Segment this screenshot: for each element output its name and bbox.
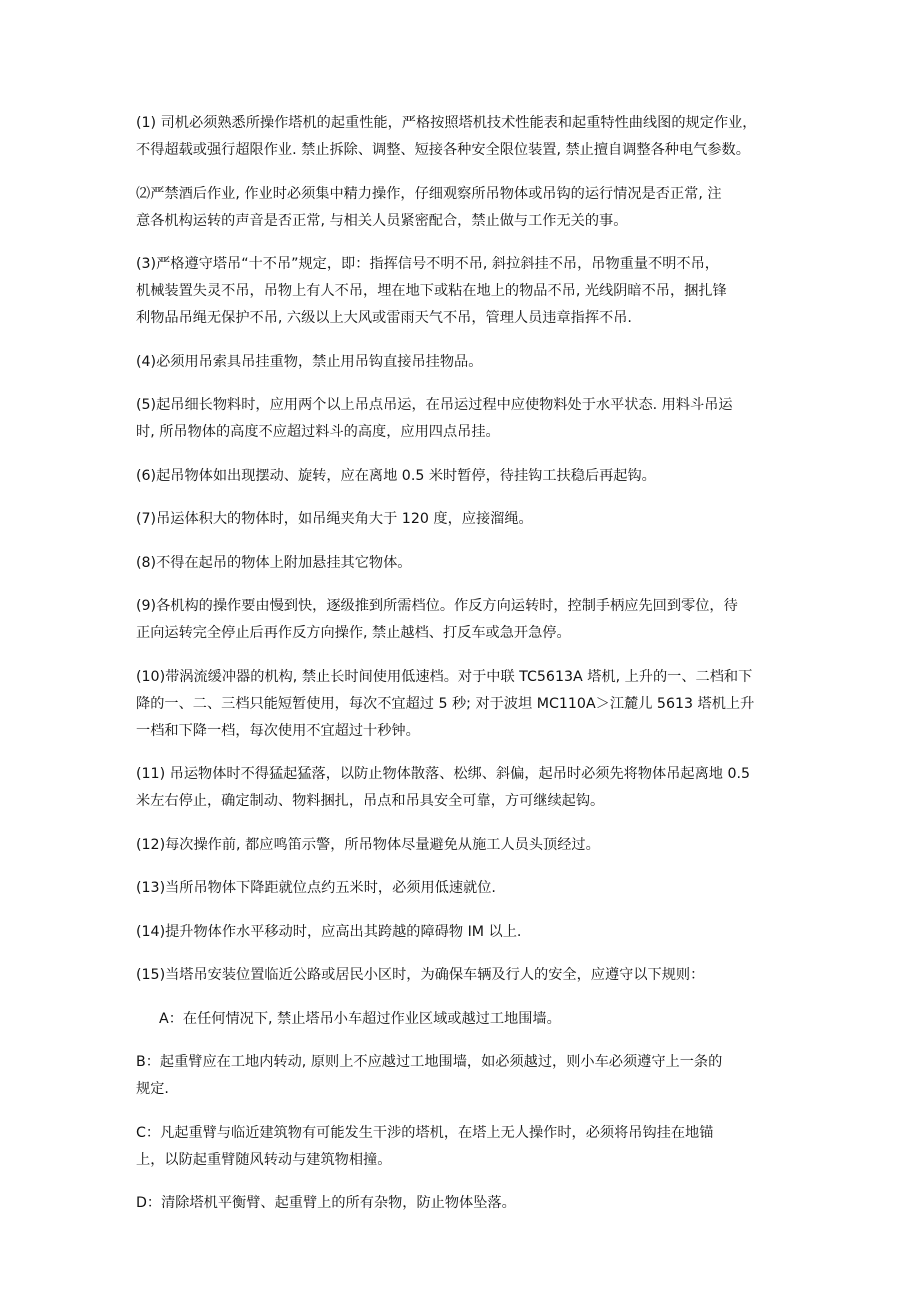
text-line: (4)必须用吊索具吊挂重物，禁止用吊钩直接吊挂物品。 <box>136 353 483 370</box>
text-line: (6)起吊物体如出现摆动、旋转，应在离地 0.5 米时暂停，待挂钩工扶稳后再起钩。 <box>136 467 656 484</box>
text-line: (3)严格遵守塔吊“十不吊”规定，即：指挥信号不明不吊, 斜拉斜挂不吊，吊物重量不明不吊， <box>136 256 719 272</box>
paragraph-1 <box>136 110 796 164</box>
text-line: (9)各机构的操作要由慢到快，逐级推到所需档位。作反方向运转时，控制手柄应先回到零位，待 <box>136 598 738 614</box>
rule-b <box>136 1049 796 1103</box>
text-line: (12)每次操作前, 都应鸣笛示警，所吊物体尽量避免从施工人员头顶经过。 <box>136 836 600 853</box>
text-line: (5)起吊细长物料时，应用两个以上吊点吊运，在吊运过程中应使物料处于水平状态. 用料斗吊运 <box>136 397 733 413</box>
text-line: 降的一、二、三档只能短暂使用，每次不宜超过 5 秒; 对于波坦 MC110A＞江麓儿 5613 塔机上升 <box>136 695 755 712</box>
paragraph-12 <box>136 832 796 859</box>
paragraph-10 <box>136 664 796 745</box>
text-line: (14)提升物体作水平移动时，应高出其跨越的障碍物 IM 以上. <box>136 923 522 940</box>
rule-d <box>136 1190 796 1217</box>
text-line: 规定. <box>136 1081 169 1097</box>
text-line: 意各机构运转的声音是否正常, 与相关人员紧密配合，禁止做与工作无关的事。 <box>136 212 628 229</box>
text-line: (8)不得在起吊的物体上附加悬挂其它物体。 <box>136 554 412 571</box>
text-line: (13)当所吊物体下降距就位点约五米时，必须用低速就位. <box>136 880 496 896</box>
text-line: D：清除塔机平衡臂、起重臂上的所有杂物，防止物体坠落。 <box>136 1195 516 1211</box>
paragraph-7 <box>136 506 796 533</box>
paragraph-14 <box>136 919 796 946</box>
text-line: (7)吊运体积大的物体时，如吊绳夹角大于 120 度，应接溜绳。 <box>136 511 533 527</box>
paragraph-8 <box>136 550 796 577</box>
text-line: 利物品吊绳无保护不吊, 六级以上大风或雷雨天气不吊，管理人员违章指挥不吊. <box>136 310 632 326</box>
paragraph-15 <box>136 962 796 989</box>
paragraph-9 <box>136 593 796 647</box>
text-line: ⑵严禁酒后作业, 作业时必须集中精力操作，仔细观察所吊物体或吊钩的运行情况是否正常, 注 <box>136 185 722 202</box>
text-line: 时, 所吊物体的高度不应超过料斗的高度，应用四点吊挂。 <box>136 424 500 440</box>
rule-c <box>136 1120 796 1174</box>
paragraph-4 <box>136 349 796 376</box>
paragraph-11 <box>136 761 796 815</box>
text-line: A：在任何情况下, 禁止塔吊小车超过作业区域或越过工地围墙。 <box>159 1010 561 1027</box>
text-line: C：凡起重臂与临近建筑物有可能发生干涉的塔机，在塔上无人操作时，必须将吊钩挂在地锚 <box>136 1124 714 1141</box>
text-line: (11) 吊运物体时不得猛起猛落，以防止物体散落、松绑、斜偏，起吊时必须先将物体吊起离地 0.5 <box>136 766 751 782</box>
text-line: (15)当塔吊安装位置临近公路或居民小区时，为确保车辆及行人的安全，应遵守以下规则： <box>136 967 705 983</box>
text-line: 一档和下降一档，每次使用不宜超过十秒钟。 <box>136 722 420 739</box>
text-line: 正向运转完全停止后再作反方向操作, 禁止越档、打反车或急开急停。 <box>136 625 571 641</box>
text-line: 上，以防起重臂随风转动与建筑物相撞。 <box>136 1151 392 1168</box>
rule-a <box>136 1006 796 1033</box>
text-line: 机械装置失灵不吊，吊物上有人不吊，埋在地下或粘在地上的物品不吊, 光线阴暗不吊，捆扎锋 <box>136 283 727 299</box>
text-line: B：起重臂应在工地内转动, 原则上不应越过工地围墙，如必须越过，则小车必须遵守上一条的 <box>136 1054 723 1070</box>
text-line: 不得超载或强行超限作业. 禁止拆除、调整、短接各种安全限位装置, 禁止擅自调整各种电气参数。 <box>136 142 750 158</box>
paragraph-6 <box>136 463 796 490</box>
paragraph-5 <box>136 392 796 446</box>
paragraph-13 <box>136 875 796 902</box>
paragraph-3 <box>136 251 796 332</box>
text-line: (1) 司机必须熟悉所操作塔机的起重性能，严格按照塔机技术性能表和起重特性曲线图的规定作业， <box>136 115 757 131</box>
paragraph-2 <box>136 181 796 235</box>
document-body <box>136 110 796 1234</box>
text-line: 米左右停止，确定制动、物料捆扎，吊点和吊具安全可靠，方可继续起钩。 <box>136 793 605 809</box>
text-line: (10)带涡流缓冲器的机构, 禁止长时间使用低速档。对于中联 TC5613A 塔机, 上升的一、二档和下 <box>136 668 753 685</box>
